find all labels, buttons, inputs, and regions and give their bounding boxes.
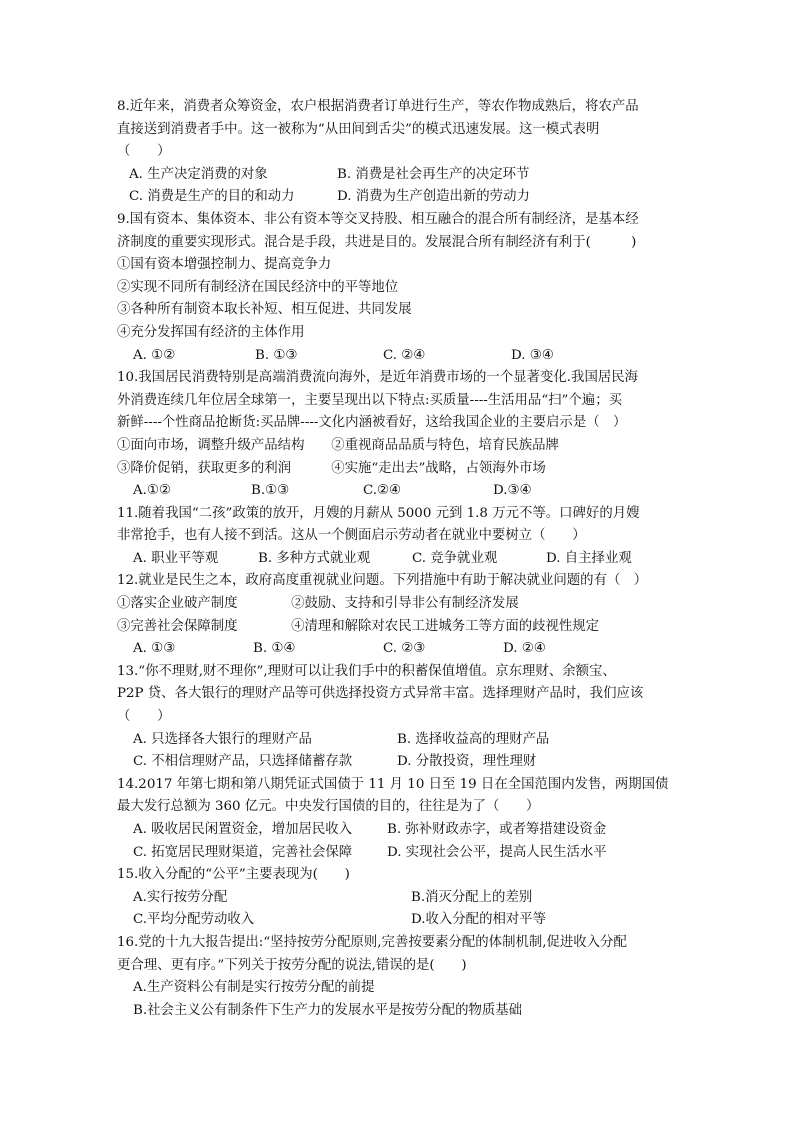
option-d: D.收入分配的相对平等 bbox=[411, 912, 547, 928]
option-c: C. 消费是生产的目的和动力 bbox=[129, 189, 295, 205]
question-text: 最大发行总额为 360 亿元。中央发行国债的目的，往往是为了（ ） bbox=[117, 799, 540, 815]
option-row bbox=[117, 909, 677, 932]
option-b: B. 弥补财政赤字，或者筹措建设资金 bbox=[387, 822, 607, 837]
option-a: A. 生产决定消费的对象 bbox=[129, 166, 268, 182]
option-row bbox=[117, 819, 677, 842]
option-row bbox=[117, 887, 677, 910]
option-c: C. ②④ bbox=[383, 347, 426, 363]
question-15 bbox=[117, 864, 677, 932]
question-text: 10.我国居民消费特别是高端消费流向海外，是近年消费市场的一个显著变化.我国居民海 bbox=[117, 370, 639, 386]
statement-item: ②实现不同所有制经济在国民经济中的平等地位 bbox=[117, 279, 399, 295]
statement-item: ③各种所有制资本取长补短、相互促进、共同发展 bbox=[117, 302, 412, 318]
option-c: C. 拓宽居民理财渠道，完善社会保障 bbox=[133, 844, 353, 860]
option-b: B.①③ bbox=[251, 483, 290, 499]
question-text: 16.党的十九大报告提出:“坚持按劳分配原则,完善按要素分配的体制机制,促进收入分配 bbox=[117, 934, 627, 950]
option-row bbox=[117, 729, 677, 752]
option-c: C.平均分配劳动收入 bbox=[133, 912, 255, 928]
option-d: D. 自主择业观 bbox=[546, 550, 632, 566]
option-d: D. ③④ bbox=[511, 347, 554, 363]
question-text: 济制度的重要实现形式。混合是手段，共进是目的。发展混合所有制经济有利于( ) bbox=[117, 234, 637, 250]
statement-item: ①面向市场，调整升级产品结构 ②重视商品品质与特色，培育民族品牌 bbox=[117, 437, 559, 453]
option-b: B. ①③ bbox=[255, 347, 298, 363]
question-text: P2P 贷、各大银行的理财产品等可供选择投资方式异常丰富。选择理财产品时，我们应该 bbox=[117, 686, 644, 702]
option-b: B. ①④ bbox=[253, 641, 296, 657]
option-row bbox=[117, 164, 677, 187]
option-row bbox=[117, 548, 677, 571]
option-row bbox=[117, 186, 677, 209]
question-9 bbox=[117, 209, 677, 367]
statement-item: ③降价促销，获取更多的利润 ④实施“走出去”战略，占领海外市场 bbox=[117, 460, 546, 476]
question-8 bbox=[117, 96, 677, 209]
answer-bracket: （ ） bbox=[117, 144, 171, 160]
question-text: 14.2017 年第七期和第八期凭证式国债于 11 月 10 日至 19 日在全国范围内发售，两期国债 bbox=[117, 776, 669, 792]
question-16 bbox=[117, 932, 677, 1022]
question-text: 8.近年来，消费者众筹资金，农户根据消费者订单进行生产，等农作物成熟后，将农产品 bbox=[117, 99, 639, 114]
question-11 bbox=[117, 503, 677, 571]
option-row bbox=[117, 480, 677, 503]
option-c: C.②④ bbox=[363, 483, 402, 499]
option-a: A. 吸收居民闲置资金，增加居民收入 bbox=[133, 822, 353, 837]
statement-item: ①落实企业破产制度 ②鼓励、支持和引导非公有制经济发展 bbox=[117, 596, 519, 612]
answer-bracket: （ ） bbox=[117, 709, 171, 725]
option-a: A.①② bbox=[133, 483, 171, 499]
option-d: D. 实现社会公平，提高人民生活水平 bbox=[387, 844, 607, 860]
question-text: 非常抢手，也有人接不到活。这从一个侧面启示劳动者在就业中要树立（ ） bbox=[117, 528, 586, 544]
option-row bbox=[117, 842, 677, 865]
option-d: D. 分散投资，理性理财 bbox=[397, 754, 537, 770]
question-14 bbox=[117, 774, 677, 864]
option-d: D. 消费为生产创造出新的劳动力 bbox=[337, 189, 530, 205]
statement-item: ①国有资本增强控制力、提高竞争力 bbox=[117, 257, 332, 273]
question-text: 新鲜----个性商品抢断货:买品牌----文化内涵被看好，这给我国企业的主要启示是（ ） bbox=[117, 415, 627, 431]
option-a: A. ①② bbox=[133, 347, 176, 363]
question-list bbox=[117, 96, 677, 1022]
question-text: 9.国有资本、集体资本、非公有资本等交叉持股、相互融合的混合所有制经济，是基本经 bbox=[117, 211, 639, 227]
option-b: B. 选择收益高的理财产品 bbox=[397, 731, 550, 747]
question-text: 外消费连续几年位居全球第一，主要呈现出以下特点:买质量----生活用品“扫”个遍；买 bbox=[117, 392, 622, 408]
question-13 bbox=[117, 661, 677, 774]
question-10 bbox=[117, 367, 677, 503]
option-a: A. 职业平等观 bbox=[133, 550, 219, 566]
question-12 bbox=[117, 570, 677, 660]
option-b: B. 多种方式就业观 bbox=[258, 550, 371, 566]
question-text: 12.就业是民生之本，政府高度重视就业问题。下列措施中有助于解决就业问题的有（ ） bbox=[117, 573, 648, 589]
statement-item: ③完善社会保障制度 ④清理和解除对农民工进城务工等方面的歧视性规定 bbox=[117, 618, 600, 634]
question-text: 11.随着我国“二孩”政策的放开，月嫂的月薪从 5000 元到 1.8 万元不等。口碑好的月嫂 bbox=[117, 505, 640, 521]
option-row bbox=[117, 638, 677, 661]
statement-item: ④充分发挥国有经济的主体作用 bbox=[117, 324, 305, 340]
question-text: 更合理、更有序。”下列关于按劳分配的说法,错误的是( ) bbox=[117, 957, 467, 973]
option-row bbox=[117, 345, 677, 368]
option-a: A. ①③ bbox=[133, 641, 176, 657]
option-c: C. 竞争就业观 bbox=[412, 550, 498, 566]
option-b: B.消灭分配上的差别 bbox=[411, 889, 533, 905]
option-b: B.社会主义公有制条件下生产力的发展水平是按劳分配的物质基础 bbox=[133, 1002, 523, 1018]
option-d: D.③④ bbox=[493, 483, 532, 499]
option-a: A.实行按劳分配 bbox=[133, 889, 228, 905]
option-c: C. ②③ bbox=[383, 641, 426, 657]
option-a: A. 只选择各大银行的理财产品 bbox=[133, 731, 312, 747]
option-d: D. ②④ bbox=[503, 641, 546, 657]
question-text: 直接送到消费者手中。这一被称为“从田间到舌尖”的模式迅速发展。这一模式表明 bbox=[117, 121, 600, 137]
option-c: C. 不相信理财产品，只选择储蓄存款 bbox=[133, 754, 353, 770]
question-text: 15.收入分配的“公平”主要表现为( ) bbox=[117, 867, 350, 883]
option-b: B. 消费是社会再生产的决定环节 bbox=[337, 166, 530, 182]
option-a: A.生产资料公有制是实行按劳分配的前提 bbox=[133, 980, 375, 996]
option-row bbox=[117, 751, 677, 774]
question-text: 13.“你不理财,财不理你”,理财可以让我们手中的积蓄保值增值。京东理财、余额宝、 bbox=[117, 663, 616, 679]
